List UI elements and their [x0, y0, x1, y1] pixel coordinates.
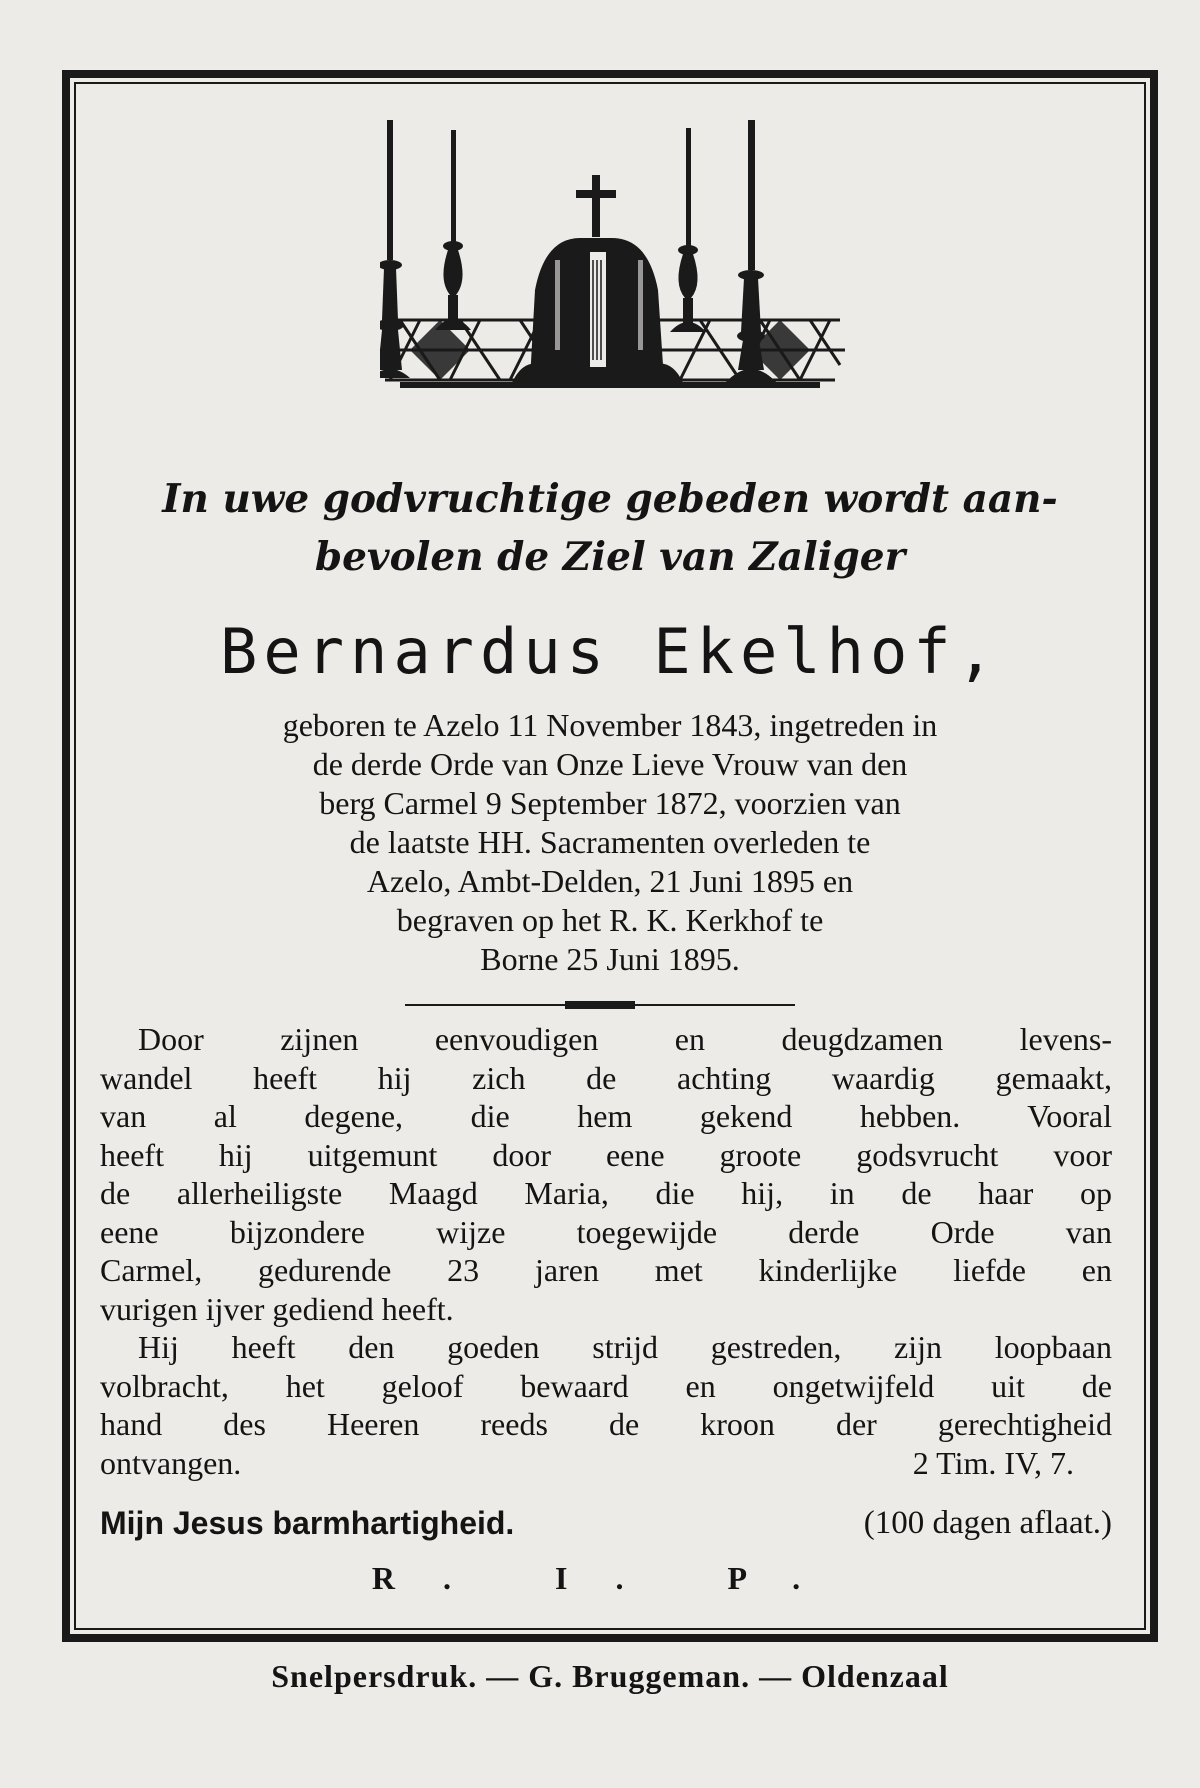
- biography-line: Azelo, Ambt-Delden, 21 Juni 1895 en: [366, 863, 854, 899]
- intro-line-2: bevolen de Ziel van Zaliger: [314, 534, 906, 580]
- scripture-reference: 2 Tim. IV, 7.: [912, 1444, 1074, 1481]
- altar-with-cross-and-candles-icon: [380, 120, 850, 460]
- prayer-line: [100, 1505, 1112, 1542]
- biography-line: begraven op het R. K. Kerkhof te: [396, 902, 824, 938]
- deceased-name: Bernardus Ekelhof,: [220, 615, 1000, 688]
- tribute-final-line: [100, 1444, 1112, 1483]
- rip-text: R. I. P.: [371, 1560, 849, 1596]
- biography-block: [100, 706, 1120, 979]
- biography-line: Borne 25 Juni 1895.: [480, 941, 740, 977]
- biography-line: berg Carmel 9 September 1872, voorzien van: [319, 785, 901, 821]
- tribute-line: Door zijnen eenvoudigen en deugdzamen levens-: [138, 1021, 1112, 1057]
- tribute-line: wandel heeft hij zich de achting waardig gemaakt,: [100, 1059, 1112, 1096]
- tribute-line: eene bijzondere wijze toegewijde derde Orde van: [100, 1213, 1112, 1250]
- intro-prayer-text: [100, 470, 1120, 586]
- tribute-line: volbracht, het geloof bewaard en ongetwijfeld uit de: [100, 1367, 1112, 1404]
- printer-imprint: Snelpersdruk. — G. Bruggeman. — Oldenzaal: [271, 1658, 949, 1694]
- tribute-line: Carmel, gedurende 23 jaren met kinderlijke liefde en: [100, 1252, 1112, 1288]
- tribute-line: van al degene, die hem gekend hebben. Vooral: [100, 1098, 1112, 1134]
- tribute-line: Hij heeft den goeden strijd gestreden, zijn loopbaan: [138, 1329, 1112, 1365]
- tribute-line: ontvangen.: [100, 1444, 242, 1481]
- biography-line: de laatste HH. Sacramenten overleden te: [349, 824, 871, 860]
- tribute-line: vurigen ijver gediend heeft.: [100, 1290, 454, 1327]
- tribute-line: heeft hij uitgemunt door eene groote godsvrucht voor: [100, 1136, 1112, 1173]
- indulgence-note: (100 dagen aflaat.): [863, 1505, 1112, 1541]
- tribute-paragraph: [100, 1020, 1112, 1482]
- ejaculatory-prayer: Mijn Jesus barmhartigheid.: [100, 1505, 515, 1541]
- tribute-line: hand des Heeren reeds de kroon der gerechtigheid: [100, 1406, 1112, 1442]
- biography-line: de derde Orde van Onze Lieve Vrouw van den: [312, 746, 908, 782]
- ornamental-divider: [405, 1000, 795, 1010]
- tribute-line: de allerheiligste Maagd Maria, die hij, in de haar op: [100, 1175, 1112, 1211]
- biography-line: geboren te Azelo 11 November 1843, ingetreden in: [282, 707, 938, 743]
- intro-line-1: In uwe godvruchtige gebeden wordt aan-: [162, 476, 1058, 522]
